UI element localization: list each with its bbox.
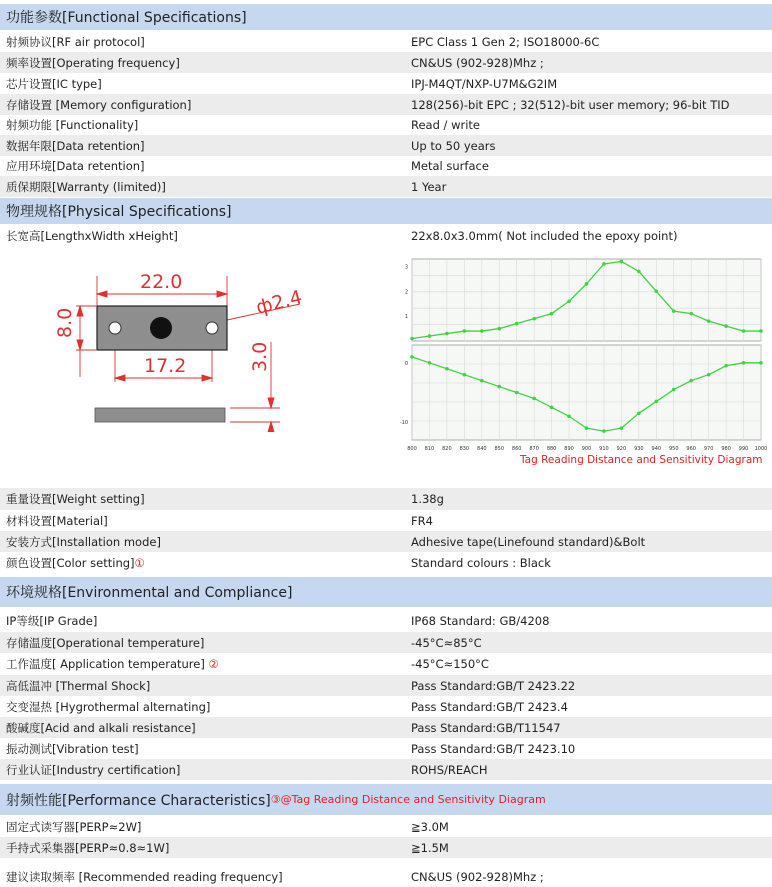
x-tick-label: 980 — [721, 446, 731, 452]
row-key: 射频功能 [Functionality] — [6, 118, 139, 132]
x-tick-label: 920 — [616, 446, 627, 452]
row-key: 安装方式[Installation mode] — [6, 534, 161, 549]
chart-caption: Tag Reading Distance and Sensitivity Diagram — [520, 454, 763, 466]
x-tick-label: 810 — [424, 446, 435, 452]
table-row — [0, 653, 772, 675]
dimension-label-width: 8.0 — [54, 307, 76, 338]
y-tick-label: 0 — [404, 360, 408, 367]
row-key: 手持式采集器[PERP≈0.8≈1W] — [6, 840, 170, 855]
row-value: Adhesive tape(Linefound standard)&Bolt — [411, 534, 646, 549]
arrowhead — [268, 398, 274, 408]
table-row — [0, 73, 772, 94]
row-key: 材料设置[Material] — [6, 513, 108, 528]
row-value: 1 Year — [411, 179, 447, 194]
row-key: IP等级[IP Grade] — [6, 614, 98, 628]
row-value: 1.38g — [411, 492, 444, 506]
table-row — [0, 135, 772, 156]
table-row — [0, 759, 772, 780]
section-title: 射频性能[Performance Characteristics] — [6, 792, 271, 809]
x-tick-label: 960 — [686, 446, 696, 452]
row-key: 数据年限[Data retention] — [6, 138, 145, 153]
y-tick-label: 1 — [404, 314, 408, 321]
row-key: 高低温冲 [Thermal Shock] — [6, 678, 151, 693]
data-point — [602, 429, 606, 433]
data-point — [672, 309, 676, 313]
table-row — [0, 94, 772, 115]
row-key: 振动测试[Vibration test] — [6, 741, 139, 756]
section-title: 功能参数[Functional Specifications] — [6, 10, 247, 26]
data-point — [463, 373, 467, 377]
data-point — [410, 355, 414, 359]
row-value: Pass Standard:GB/T 2423.10 — [411, 741, 576, 756]
dimension-label-pitch: 17.2 — [144, 355, 187, 377]
x-tick-label: 900 — [581, 446, 592, 452]
row-key: 存储温度[Operational temperature] — [6, 635, 205, 650]
table-row — [0, 675, 772, 696]
x-tick-label: 930 — [634, 446, 644, 452]
table-row — [0, 115, 772, 135]
table-row — [0, 696, 772, 717]
table-row — [0, 52, 772, 73]
table-row — [0, 738, 772, 759]
row-key — [6, 656, 219, 672]
row-key-text: 工作温度[ Application temperature] — [6, 657, 209, 671]
data-point — [637, 270, 641, 274]
section-note: ③@Tag Reading Distance and Sensitivity Diagram — [270, 793, 546, 806]
data-point — [445, 332, 449, 336]
table-row — [0, 225, 772, 247]
x-tick-label: 940 — [651, 446, 662, 452]
row-value: Pass Standard:GB/T11547 — [411, 720, 561, 735]
row-value: -45°C≈85°C — [411, 635, 482, 650]
data-point — [724, 324, 728, 328]
data-point — [759, 329, 763, 333]
x-tick-label: 820 — [442, 446, 452, 452]
data-point — [497, 327, 501, 331]
data-point — [567, 414, 571, 418]
row-value: Read / write — [411, 118, 480, 132]
table-row — [0, 717, 772, 738]
y-tick-label: -10 — [399, 420, 408, 427]
row-key: 频率设置[Operating frequency] — [6, 55, 180, 70]
row-value: IPJ-M4QT/NXP-U7M&G2IM — [411, 76, 558, 91]
arrowhead — [77, 306, 83, 316]
row-key: 交变湿热 [Hygrothermal alternating] — [6, 699, 211, 714]
row-key: 应用环境[Data retention] — [6, 159, 145, 173]
table-row — [0, 837, 772, 858]
table-row — [0, 632, 772, 653]
tag-side-view — [95, 408, 225, 422]
row-value: ≧1.5M — [411, 840, 449, 855]
row-value: Metal surface — [411, 159, 489, 173]
row-key: 建议读取频率 [Recommended reading frequency] — [6, 869, 283, 884]
data-point — [480, 329, 484, 333]
x-tick-label: 990 — [738, 446, 749, 452]
arrowhead — [77, 340, 83, 350]
data-point — [620, 260, 624, 264]
row-key: 射频协议[RF air protocol] — [6, 34, 145, 49]
row-key: 固定式读写器[PERP≈2W] — [6, 820, 142, 834]
tag-dimension-drawing — [40, 262, 370, 432]
row-value: Up to 50 years — [411, 138, 496, 153]
table-row — [0, 176, 772, 197]
data-point — [532, 317, 536, 321]
row-value: ≧3.0M — [411, 820, 449, 834]
x-tick-label: 1000 — [754, 446, 768, 452]
section-title: 环境规格[Environmental and Compliance] — [6, 585, 293, 601]
data-point — [463, 329, 467, 333]
data-point — [428, 361, 432, 365]
row-key: 长宽高[LengthxWidth xHeight] — [6, 229, 178, 243]
section-header-physical — [0, 198, 772, 224]
data-point — [550, 406, 554, 410]
data-point — [585, 426, 589, 430]
data-point — [637, 411, 641, 415]
dimension-label-hole: ф2.4 — [253, 286, 305, 319]
x-tick-label: 850 — [494, 446, 505, 452]
mounting-hole-right — [206, 322, 218, 334]
table-row — [0, 610, 772, 632]
section-title: 物理规格[Physical Specifications] — [6, 204, 232, 220]
arrowhead — [268, 422, 274, 432]
reading-distance-sensitivity-chart — [396, 256, 768, 456]
section-header-environmental — [0, 577, 772, 607]
table-row — [0, 156, 772, 176]
data-point — [480, 379, 484, 383]
table-row — [0, 817, 772, 837]
data-point — [689, 312, 693, 316]
row-value: 128(256)-bit EPC ; 32(512)-bit user memory; 96-bit TID — [411, 97, 730, 112]
y-tick-label: 3 — [404, 264, 408, 271]
row-key-text: 颜色设置[Color setting] — [6, 555, 135, 570]
mounting-hole-left — [109, 322, 121, 334]
row-key: 行业认证[Industry certification] — [6, 762, 181, 777]
data-point — [655, 400, 659, 404]
row-key: 质保期限[Warranty (limited)] — [6, 179, 166, 194]
section-header-performance — [0, 784, 772, 815]
y-tick-label: 2 — [404, 289, 408, 296]
table-row — [0, 552, 772, 573]
x-tick-label: 860 — [511, 446, 522, 452]
x-tick-label: 880 — [546, 446, 557, 452]
x-tick-label: 970 — [703, 446, 714, 452]
data-point — [410, 337, 414, 341]
x-tick-label: 830 — [459, 446, 470, 452]
data-point — [707, 373, 711, 377]
row-value: Pass Standard:GB/T 2423.22 — [411, 678, 576, 693]
dimension-label-length: 22.0 — [140, 271, 183, 293]
arrowhead — [217, 291, 227, 297]
arrowhead — [97, 291, 107, 297]
table-row — [0, 510, 772, 531]
footnote-marker: ① — [134, 555, 145, 570]
row-value: ROHS/REACH — [411, 762, 488, 777]
row-value: 22x8.0x3.0mm( Not included the epoxy point) — [411, 229, 678, 243]
data-point — [497, 385, 501, 389]
table-row — [0, 531, 772, 552]
row-key — [6, 555, 145, 571]
row-key: 重量设置[Weight setting] — [6, 492, 145, 506]
row-key: 酸碱度[Acid and alkali resistance] — [6, 720, 196, 735]
row-value: CN&US (902-928)Mhz ; — [411, 869, 544, 884]
data-point — [724, 364, 728, 368]
arrowhead — [202, 375, 212, 381]
data-point — [707, 319, 711, 323]
data-point — [567, 299, 571, 303]
footnote-marker: ② — [208, 657, 219, 671]
dimension-label-height: 3.0 — [249, 341, 271, 372]
data-point — [672, 388, 676, 392]
row-value: CN&US (902-928)Mhz ; — [411, 55, 544, 70]
x-tick-label: 870 — [529, 446, 539, 452]
data-point — [742, 329, 746, 333]
data-point — [620, 426, 624, 430]
table-row — [0, 866, 772, 887]
row-value: IP68 Standard: GB/4208 — [411, 614, 550, 628]
data-point — [602, 262, 606, 266]
data-point — [759, 361, 763, 365]
epoxy-point — [150, 317, 172, 339]
row-value: FR4 — [411, 513, 433, 528]
data-point — [585, 282, 589, 286]
row-value: -45°C≈150°C — [411, 657, 489, 671]
data-point — [742, 361, 746, 365]
data-point — [428, 334, 432, 338]
x-tick-label: 950 — [668, 446, 679, 452]
data-point — [532, 397, 536, 401]
data-point — [515, 322, 519, 326]
data-point — [655, 290, 659, 294]
x-tick-label: 890 — [564, 446, 574, 452]
table-row — [0, 31, 772, 52]
x-tick-label: 800 — [407, 446, 417, 452]
data-point — [445, 367, 449, 371]
data-point — [689, 379, 693, 383]
data-point — [550, 312, 554, 316]
row-value: EPC Class 1 Gen 2; ISO18000-6C — [411, 34, 600, 49]
table-row — [0, 488, 772, 510]
section-header-functional — [0, 4, 772, 30]
data-point — [515, 391, 519, 395]
row-key: 存储设置 [Memory configuration] — [6, 97, 192, 112]
x-tick-label: 840 — [477, 446, 487, 452]
arrowhead — [115, 375, 125, 381]
x-tick-label: 910 — [599, 446, 609, 452]
row-key: 芯片设置[IC type] — [6, 76, 102, 91]
row-value: Pass Standard:GB/T 2423.4 — [411, 699, 568, 714]
row-value: Standard colours : Black — [411, 555, 551, 570]
